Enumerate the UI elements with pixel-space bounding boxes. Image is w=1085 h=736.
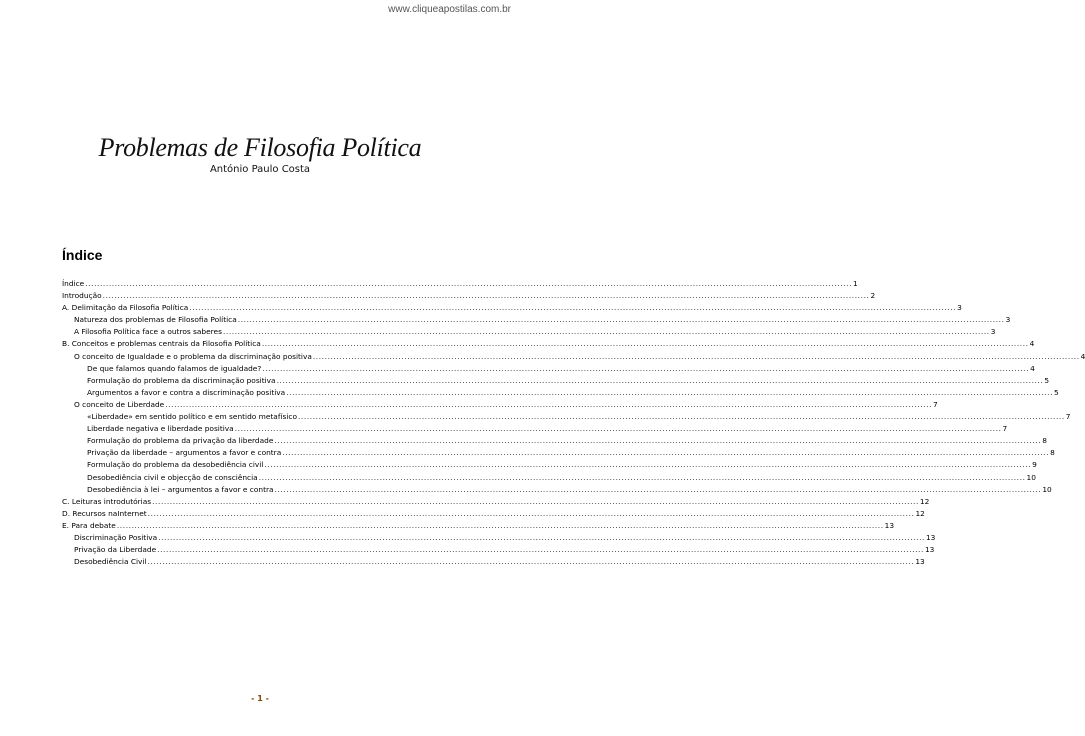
toc-entry[interactable] [62, 375, 1050, 387]
toc-leader-dots: .................................................................................................................................................................................................................................................................... [116, 520, 884, 530]
toc-entry[interactable] [62, 435, 1047, 447]
toc-entry-title-emphasis: Internet [117, 508, 147, 518]
toc-entry[interactable] [62, 423, 1008, 435]
toc-entry-title: O conceito de Igualdade e o problema da discriminação positiva [74, 351, 312, 361]
toc-leader-dots: .................................................................................................................................................................................................................................................................... [274, 484, 1042, 494]
toc-leader-dots: .................................................................................................................................................................................................................................................................... [158, 532, 925, 542]
index-heading: Índice [62, 247, 103, 263]
toc-entry-title: Desobediência Civil [74, 557, 147, 567]
toc-entry-title: De que falamos quando falamos de igualdade? [87, 363, 262, 373]
toc-entry[interactable] [62, 338, 1035, 350]
toc-leader-dots: .................................................................................................................................................................................................................................................................... [237, 315, 1005, 325]
toc-entry-title: C. Leituras introdutórias [62, 496, 152, 506]
toc-leader-dots: .................................................................................................................................................................................................................................................................... [274, 436, 1042, 446]
table-of-contents [62, 278, 1085, 568]
toc-entry-title: Discriminação Positiva [74, 532, 158, 542]
toc-entry-page: 3 [990, 327, 996, 337]
toc-entry-page: 3 [957, 303, 962, 313]
toc-leader-dots: .................................................................................................................................................................................................................................................................... [276, 375, 1044, 385]
toc-leader-dots: .................................................................................................................................................................................................................................................................... [282, 448, 1050, 458]
toc-leader-dots: .................................................................................................................................................................................................................................................................... [152, 496, 919, 506]
toc-entry-title: Introdução [62, 291, 102, 301]
toc-entry-page: 13 [884, 520, 895, 530]
toc-entry-title: O conceito de Liberdade [74, 399, 165, 409]
toc-entry-title: B. Conceitos e problemas centrais da Filosofia Política [62, 339, 261, 349]
toc-entry-title: Formulação do problema da desobediência civil [87, 460, 264, 470]
toc-entry-page: 9 [1032, 460, 1037, 470]
toc-leader-dots: .................................................................................................................................................................................................................................................................... [222, 327, 990, 337]
toc-entry[interactable] [62, 290, 876, 302]
toc-leader-dots: .................................................................................................................................................................................................................................................................... [189, 303, 957, 313]
toc-entry[interactable] [62, 278, 858, 290]
toc-entry-title: Formulação do problema da discriminação positiva [87, 375, 276, 385]
toc-entry-page: 13 [915, 557, 925, 567]
toc-entry-title: Índice [62, 279, 85, 288]
toc-leader-dots: .................................................................................................................................................................................................................................................................... [157, 545, 924, 555]
toc-entry[interactable] [62, 520, 895, 532]
toc-entry-title: A. Delimitação da Filosofia Política [62, 303, 189, 313]
toc-entry-page: 8 [1042, 436, 1047, 446]
toc-entry-title: «Liberdade» em sentido político e em sentido metafísico [87, 412, 297, 422]
toc-entry-page: 5 [1044, 375, 1050, 385]
document-title: Problemas de Filosofia Política [98, 133, 422, 162]
page-number: - 1 - [251, 694, 269, 703]
toc-entry-title: A Filosofia Política face a outros saberes [74, 327, 222, 337]
toc-entry-title: Liberdade negativa e liberdade positiva [87, 424, 234, 434]
toc-leader-dots: .................................................................................................................................................................................................................................................................... [297, 412, 1065, 422]
toc-entry-page: 12 [915, 508, 925, 518]
toc-entry-page: 1 [853, 279, 858, 288]
toc-entry[interactable] [62, 387, 1059, 399]
toc-entry-page: 4 [1080, 351, 1085, 361]
toc-entry-page: 4 [1030, 363, 1035, 373]
toc-entry-title: Formulação do problema da privação da liberdade [87, 436, 274, 446]
toc-entry-title: D. Recursos na [62, 508, 118, 518]
toc-entry-page: 4 [1029, 339, 1035, 349]
toc-leader-dots: .................................................................................................................................................................................................................................................................... [312, 351, 1080, 361]
toc-entry[interactable] [62, 496, 930, 508]
toc-entry[interactable] [62, 472, 1036, 484]
toc-entry-title: Privação da Liberdade [74, 545, 157, 555]
toc-entry-page: 13 [925, 532, 936, 542]
toc-entry-page: 3 [1005, 315, 1011, 325]
toc-entry-title: Argumentos a favor e contra a discriminação positiva [87, 387, 286, 397]
toc-leader-dots: .................................................................................................................................................................................................................................................................... [102, 291, 870, 301]
toc-entry[interactable] [62, 532, 936, 544]
toc-leader-dots: .................................................................................................................................................................................................................................................................... [147, 557, 915, 567]
toc-entry-page: 2 [870, 291, 876, 301]
toc-leader-dots: .................................................................................................................................................................................................................................................................... [147, 508, 915, 518]
toc-entry-title: Desobediência à lei – argumentos a favor e contra [87, 484, 274, 494]
toc-entry-page: 8 [1050, 448, 1055, 458]
toc-entry-title: Privação da liberdade – argumentos a favor e contra [87, 448, 282, 458]
toc-leader-dots: .................................................................................................................................................................................................................................................................... [261, 339, 1029, 349]
toc-entry[interactable] [62, 544, 935, 556]
toc-entry[interactable] [62, 399, 938, 411]
toc-leader-dots: .................................................................................................................................................................................................................................................................... [264, 460, 1032, 470]
document-author: António Paulo Costa [209, 164, 311, 175]
toc-leader-dots: .................................................................................................................................................................................................................................................................... [286, 387, 1054, 397]
toc-entry[interactable] [62, 556, 925, 568]
toc-entry-title: Desobediência civil e objecção de consciência [87, 472, 258, 482]
toc-entry[interactable] [62, 326, 996, 338]
toc-entry-title: Natureza dos problemas de Filosofia Política [74, 315, 237, 325]
toc-entry-page: 10 [1026, 472, 1036, 482]
toc-entry[interactable] [62, 447, 1055, 459]
toc-leader-dots: .................................................................................................................................................................................................................................................................... [258, 472, 1026, 482]
toc-entry-page: 5 [1054, 387, 1059, 397]
toc-entry[interactable] [62, 351, 1085, 363]
toc-leader-dots: .................................................................................................................................................................................................................................................................... [85, 279, 853, 288]
toc-entry[interactable] [62, 508, 925, 520]
toc-entry[interactable] [62, 363, 1035, 375]
site-watermark: www.cliqueapostilas.com.br [388, 4, 511, 15]
toc-entry-page: 13 [924, 545, 935, 555]
toc-leader-dots: .................................................................................................................................................................................................................................................................... [165, 399, 933, 409]
toc-leader-dots: .................................................................................................................................................................................................................................................................... [262, 363, 1030, 373]
toc-leader-dots: .................................................................................................................................................................................................................................................................... [234, 424, 1002, 434]
toc-entry-page: 10 [1042, 484, 1052, 494]
toc-entry-page: 7 [1002, 424, 1008, 434]
toc-entry[interactable] [62, 314, 1011, 326]
toc-entry-page: 7 [1065, 412, 1071, 422]
toc-entry[interactable] [62, 484, 1052, 496]
toc-entry-page: 7 [933, 399, 938, 409]
toc-entry[interactable] [62, 411, 1071, 423]
toc-entry-title: E. Para debate [62, 520, 116, 530]
toc-entry[interactable] [62, 302, 962, 314]
toc-entry-page: 12 [919, 496, 930, 506]
toc-entry[interactable] [62, 459, 1037, 471]
